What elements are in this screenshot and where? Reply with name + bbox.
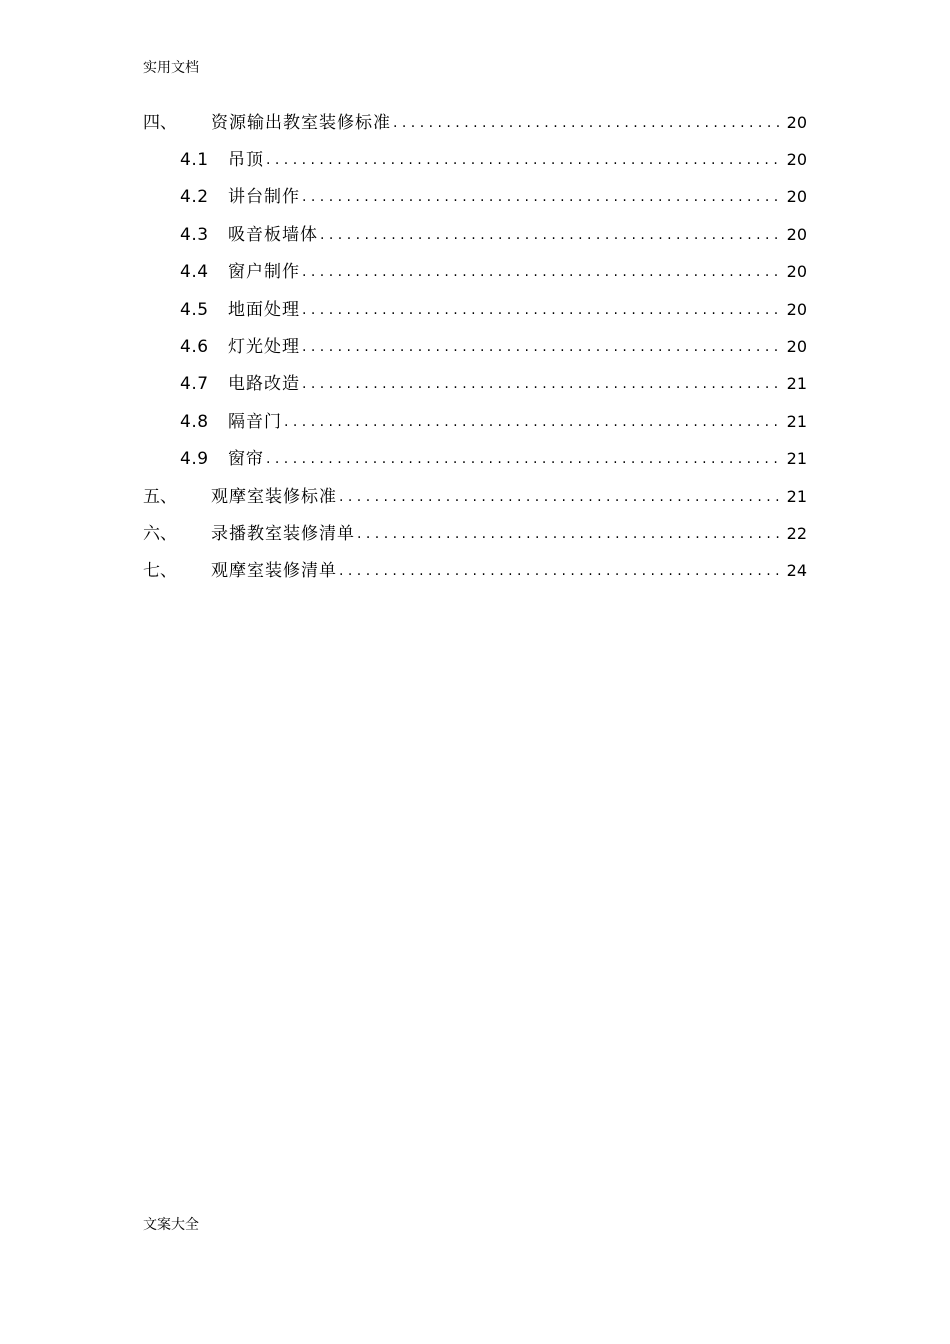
toc-number: 4.2 [180,187,209,208]
toc-page-number: 20 [786,299,807,319]
toc-entry[interactable] [143,104,807,141]
toc-entry[interactable] [143,291,807,328]
toc-entry[interactable] [143,478,807,515]
toc-number: 六、 [143,523,177,544]
dot-leader [355,522,781,546]
toc-number: 七、 [143,561,177,582]
toc-page-number: 22 [786,523,807,543]
toc-title: 窗户制作 [228,262,300,283]
toc-number: 五、 [143,486,177,507]
toc-number: 四、 [143,112,177,133]
toc-entry[interactable] [143,441,807,478]
toc-title: 隔音门 [228,411,282,432]
toc-title: 资源输出教室装修标准 [211,112,391,133]
toc-page-number: 20 [786,224,807,244]
toc-entry[interactable] [143,254,807,291]
toc-entry[interactable] [143,328,807,365]
toc-title: 电路改造 [228,374,300,395]
dot-leader [300,185,781,209]
toc-title: 灯光处理 [228,337,300,358]
toc-title: 吊顶 [228,150,264,171]
page-header: 实用文档 [143,60,199,76]
toc-number: 4.5 [180,299,209,320]
toc-entry[interactable] [143,179,807,216]
toc-title: 观摩室装修清单 [211,561,337,582]
toc-page-number: 21 [786,486,807,506]
page-footer: 文案大全 [143,1217,199,1233]
toc-number: 4.6 [180,337,209,358]
toc-page-number: 20 [786,150,807,170]
dot-leader [337,485,781,509]
dot-leader [282,410,781,434]
toc-page-number: 21 [786,411,807,431]
toc-page-number: 20 [786,262,807,282]
toc-page-number: 20 [786,337,807,357]
toc-entry[interactable] [143,141,807,178]
dot-leader [264,148,781,172]
toc-entry[interactable] [143,403,807,440]
toc-page-number: 20 [786,187,807,207]
dot-leader [337,559,781,583]
toc-page-number: 24 [786,561,807,581]
toc-number: 4.7 [180,374,209,395]
dot-leader [300,372,781,396]
toc-title: 讲台制作 [228,187,300,208]
dot-leader [300,260,781,284]
toc-title: 窗帘 [228,449,264,470]
toc-title: 录播教室装修清单 [211,523,355,544]
dot-leader [300,298,781,322]
toc-number: 4.8 [180,411,209,432]
toc-entry[interactable] [143,216,807,253]
toc-entry[interactable] [143,366,807,403]
toc-number: 4.4 [180,262,209,283]
toc-number: 4.1 [180,150,209,171]
dot-leader [318,223,781,247]
table-of-contents [143,104,807,590]
dot-leader [264,447,781,471]
toc-title: 吸音板墙体 [228,224,318,245]
toc-title: 地面处理 [228,299,300,320]
dot-leader [300,335,781,359]
toc-page-number: 21 [786,374,807,394]
dot-leader [391,111,781,135]
toc-entry[interactable] [143,515,807,552]
toc-title: 观摩室装修标准 [211,486,337,507]
toc-number: 4.9 [180,449,209,470]
toc-number: 4.3 [180,224,209,245]
toc-page-number: 21 [786,449,807,469]
toc-entry[interactable] [143,553,807,590]
toc-page-number: 20 [786,112,807,132]
